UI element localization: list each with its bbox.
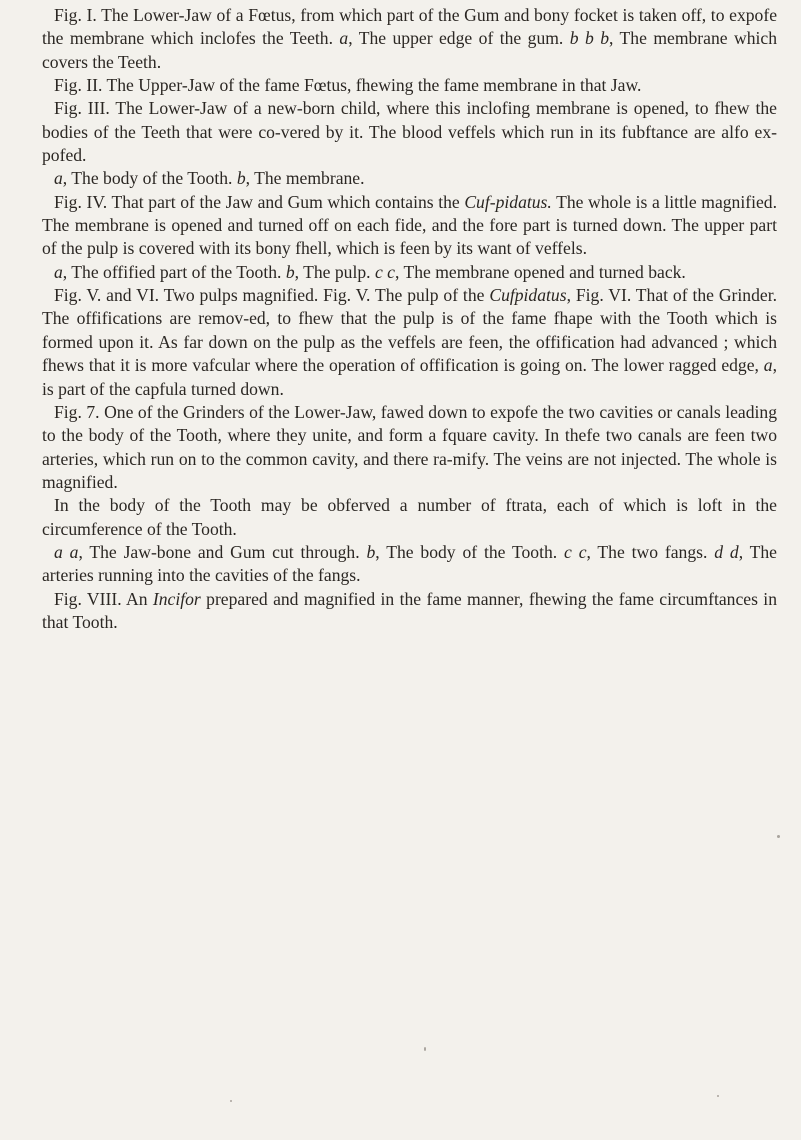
text-run: , is part of the capfula turned down. [42,355,777,399]
paragraph [42,494,777,541]
italic-text: d d [714,541,739,562]
italic-text: b b b [569,28,610,49]
paragraph [42,4,777,74]
plate-explanation-text [42,4,777,634]
text-run: Fig. I. The Lower-Jaw of a Fœtus, from which part of the Gum and bony focket is taken off, to expofe the membrane which inclofes the Teeth. [42,5,777,49]
text-run: , The membrane which covers the Teeth. [42,28,778,72]
text-run: , The upper edge of the gum. [348,28,570,49]
paragraph [42,261,777,284]
text-run: , The Jaw-bone and Gum cut through. [78,541,367,562]
paragraph [42,191,777,261]
text-run: , The membrane. [245,168,365,189]
text-run: In the body of the Tooth may be obferved a number of ftrata, each of which is loft in the circumference of the Tooth. [42,495,777,539]
paragraph [42,284,777,401]
italic-text: b [366,541,376,562]
text-run: , The body of the Tooth. [62,168,237,189]
paragraph [42,167,777,190]
text-run: Fig. V. and VI. Two pulps magnified. Fig. V. The pulp of the [54,285,490,306]
italic-text: b [285,261,295,282]
text-run: , The arteries running into the cavities of the fangs. [42,541,777,586]
italic-text: a [339,28,349,49]
italic-text: Incifor [152,588,201,609]
paragraph [42,97,777,167]
italic-text: a [54,168,63,189]
text-run: , The two fangs. [586,541,715,562]
text-run: Fig. III. The Lower-Jaw of a new-born child, where this inclofing membrane is opened, to fhew the bodies of the Teeth that were co-vered by it. The blood veffels which run in its fubftance are alfo ex-pofed. [42,98,777,166]
paragraph [42,74,777,97]
text-run: , The body of the Tooth. [375,541,565,562]
italic-text: c c [374,261,395,282]
paper-speck [230,1100,232,1102]
text-run: , The offified part of the Tooth. [62,261,286,282]
paragraph [42,588,777,635]
text-run: Fig. VIII. An [54,588,153,609]
italic-text: a [54,261,63,282]
paper-speck [717,1095,719,1097]
text-run: , The pulp. [294,261,375,282]
paper-speck [424,1047,426,1051]
text-run: Fig. IV. That part of the Jaw and Gum which contains the [54,191,465,212]
italic-text: b [236,168,246,189]
italic-text: Cuf-pidatus. [464,191,552,212]
paragraph [42,541,777,588]
text-run: Fig. II. The Upper-Jaw of the fame Fœtus, fhewing the fame membrane in that Jaw. [54,75,642,96]
text-run: Fig. 7. One of the Grinders of the Lower-Jaw, fawed down to expofe the two cavities or canals leading to the body of the Tooth, where they unite, and form a fquare cavity. In thefe two canals are feen two arteries, which run on to the common cavity, and there ra-mify. The veins are not injected. The whole is magnified. [42,401,777,492]
text-run: prepared and magnified in the fame manner, fhewing the fame circumftances in that Tooth. [42,588,777,632]
italic-text: c c [564,541,587,562]
italic-text: a [763,355,773,376]
italic-text: Cufpidatus [489,285,567,306]
paper-speck [777,835,780,838]
italic-text: a a [54,541,79,562]
text-run: , Fig. VI. That of the Grinder. The offifications are remov-ed, to fhew that the pulp is of the fame fhape with the Tooth which is formed upon it. As far down on the pulp as the veffels are feen, the offification had advanced ; which fhews that it is more vafcular where the operation of offification is going on. The lower ragged edge, [42,285,777,376]
paragraph [42,401,777,494]
text-run: , The membrane opened and turned back. [394,261,686,282]
text-run: The whole is a little magnified. The membrane is opened and turned off on each fide, and the fore part is turned down. The upper part of the pulp is covered with its bony fhell, which is feen by its want of veffels. [42,191,777,259]
